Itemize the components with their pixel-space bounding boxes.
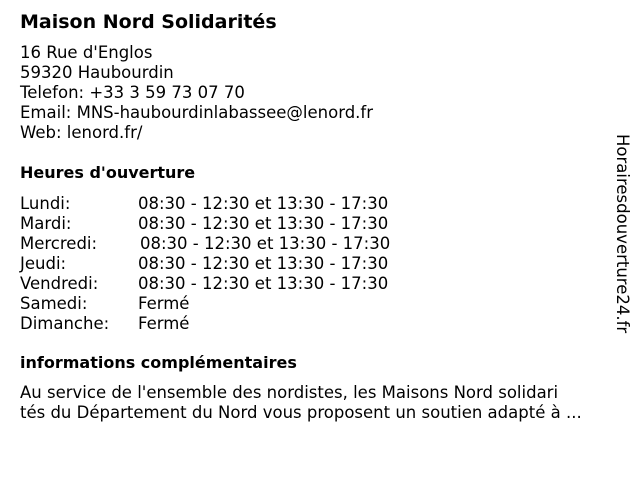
day-hours: 08:30 - 12:30 et 13:30 - 17:30 bbox=[138, 254, 389, 273]
additional-info-text bbox=[20, 383, 582, 423]
day-hours: 08:30 - 12:30 et 13:30 - 17:30 bbox=[138, 194, 389, 213]
day-name: Samedi: bbox=[20, 294, 88, 313]
additional-info-heading: informations complémentaires bbox=[20, 353, 297, 372]
email-line: Email: MNS-haubourdinlabassee@lenord.fr bbox=[20, 103, 374, 122]
day-name: Mardi: bbox=[20, 214, 72, 233]
day-name: Lundi: bbox=[20, 194, 71, 213]
day-name: Jeudi: bbox=[20, 254, 67, 273]
info-line: tés du Département du Nord vous proposent un soutien adapté à ... bbox=[20, 403, 582, 422]
address-street: 16 Rue d'Englos bbox=[20, 43, 153, 62]
opening-hours-heading: Heures d'ouverture bbox=[20, 163, 196, 182]
day-name: Dimanche: bbox=[20, 314, 110, 333]
web-line: Web: lenord.fr/ bbox=[20, 123, 143, 142]
site-watermark: Horairesdouverture24.fr bbox=[613, 134, 632, 334]
day-hours: Fermé bbox=[138, 314, 190, 333]
address-city: 59320 Haubourdin bbox=[20, 63, 174, 82]
day-hours: 08:30 - 12:30 et 13:30 - 17:30 bbox=[138, 214, 389, 233]
info-line: Au service de l'ensemble des nordistes, les Maisons Nord solidari bbox=[20, 383, 559, 402]
day-name: Mercredi: bbox=[20, 234, 98, 253]
place-name: Maison Nord Solidarités bbox=[20, 11, 277, 33]
day-hours: Fermé bbox=[138, 294, 190, 313]
day-hours: 08:30 - 12:30 et 13:30 - 17:30 bbox=[138, 274, 389, 293]
day-name: Vendredi: bbox=[20, 274, 99, 293]
phone-line: Telefon: +33 3 59 73 07 70 bbox=[20, 83, 245, 102]
day-hours: 08:30 - 12:30 et 13:30 - 17:30 bbox=[140, 234, 391, 253]
